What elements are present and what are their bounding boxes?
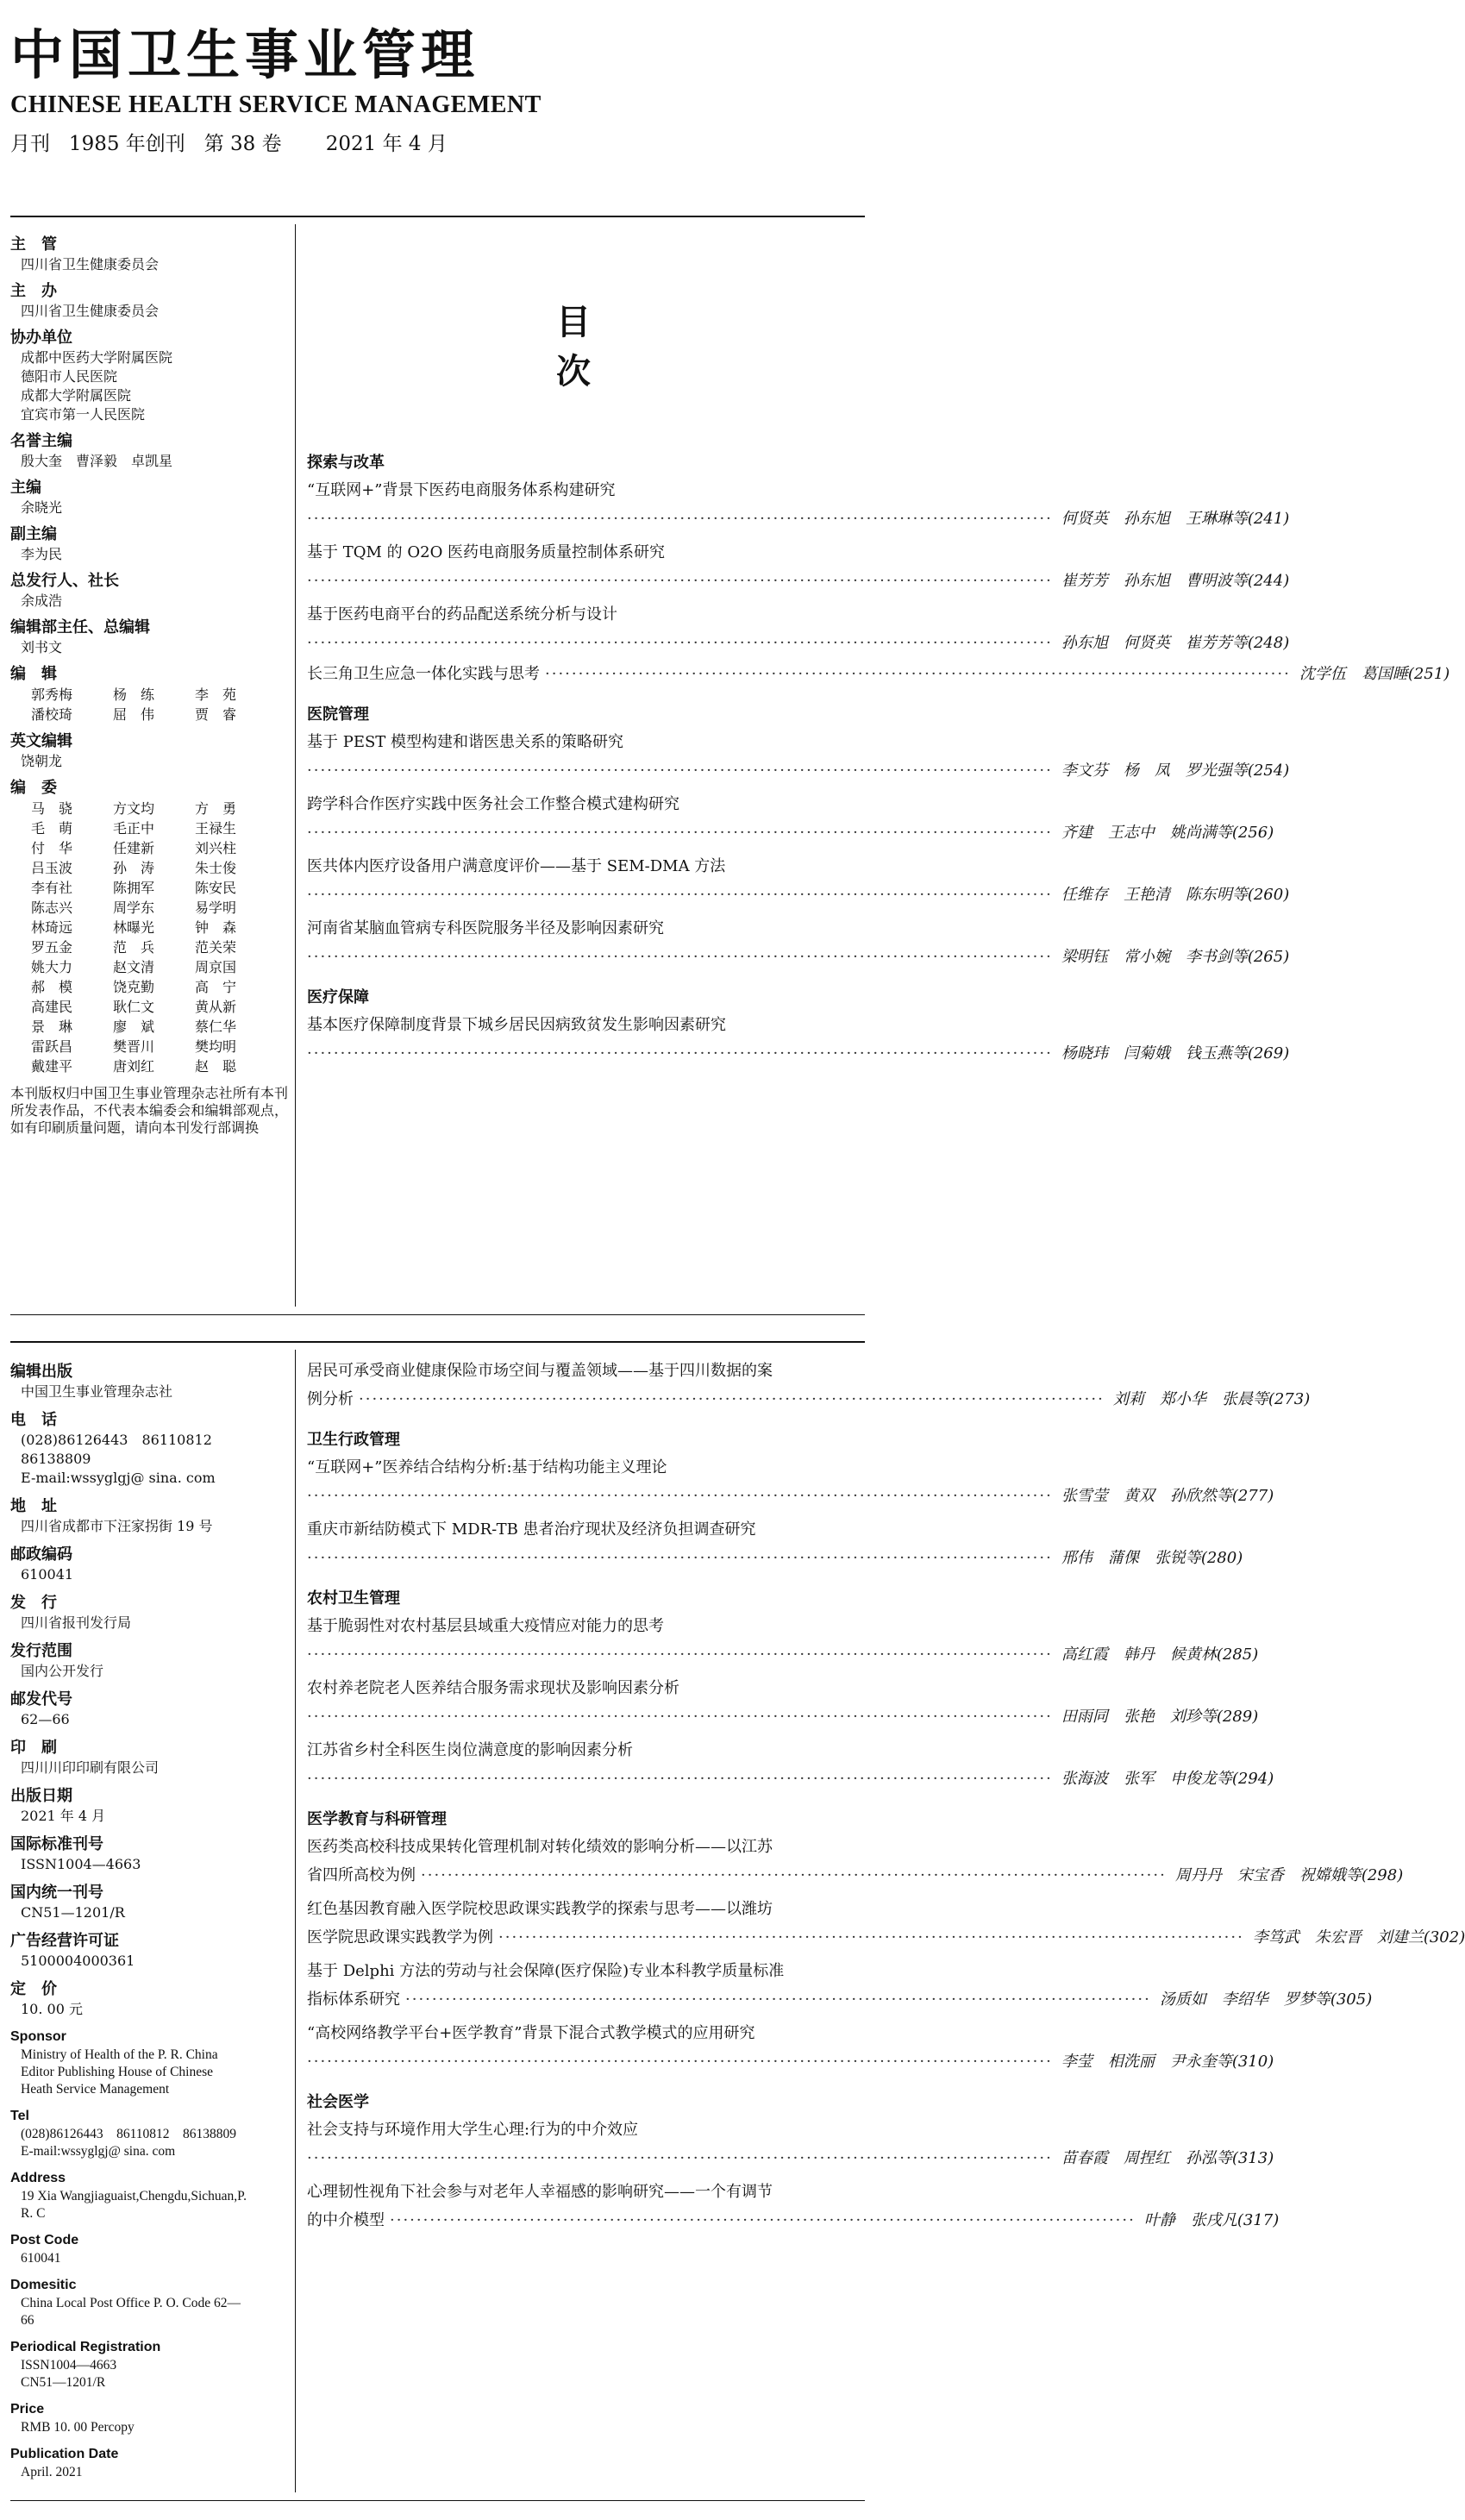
article-entry <box>307 566 1290 597</box>
publish-value: 10. 00 元 <box>21 2001 83 2017</box>
article-title: 社会支持与环境作用大学生心理:行为的中介效应 <box>307 2121 639 2139</box>
publish-value: 国内公开发行 <box>21 1663 104 1679</box>
committee-member: 陈志兴 <box>31 900 73 916</box>
leader-dots <box>545 659 1291 690</box>
publish-en-value: RMB 10. 00 Percopy <box>21 2420 135 2435</box>
publish-en-label: Publication Date <box>10 2447 119 2461</box>
toc-section-2 <box>0 1341 1465 2501</box>
editor-name: 潘校琦 <box>31 706 73 723</box>
journal-title: 中国卫生事业管理 <box>10 23 480 86</box>
article-title-continued: 医学院思政课实践教学为例 <box>307 1928 493 1946</box>
article-title: 基于 TQM 的 O2O 医药电商服务质量控制体系研究 <box>307 543 666 561</box>
publish-en-label: Sponsor <box>10 2029 66 2044</box>
publish-en-value: 66 <box>21 2313 34 2328</box>
publish-en-value: 19 Xia Wangjiaguaist,Chengdu,Sichuan,P. <box>21 2189 247 2203</box>
article-title-continued: 长三角卫生应急一体化实践与思考 <box>307 665 540 683</box>
publish-en-value: (028)86126443 86110812 86138809 <box>21 2127 236 2141</box>
publish-value: 四川省成都市下汪家拐街 19 号 <box>21 1518 213 1534</box>
journal-english-title: CHINESE HEALTH SERVICE MANAGEMENT <box>10 91 542 118</box>
article-authors-page: 齐建 王志中 姚尚满等(256) <box>1061 824 1274 842</box>
article-title-continued: 指标体系研究 <box>307 1990 400 2009</box>
article-title: 居民可承受商业健康保险市场空间与覆盖领域——基于四川数据的案 <box>307 1362 773 1380</box>
article-authors-page: 李文芬 杨 凤 罗光强等(254) <box>1061 762 1290 780</box>
masthead <box>10 24 864 156</box>
info-label: 主 管 <box>10 235 57 254</box>
article-authors-page: 孙东旭 何贤英 崔芳芳等(248) <box>1061 634 1290 652</box>
publish-value: 四川川印印刷有限公司 <box>21 1759 160 1776</box>
article-authors-page: 苗春霞 周捏红 孙泓等(313) <box>1061 2149 1274 2167</box>
publish-label: 广告经营许可证 <box>10 1932 119 1950</box>
toc-category: 社会医学 <box>307 2093 369 2111</box>
publish-value: 中国卫生事业管理杂志社 <box>21 1383 173 1400</box>
publish-en-value: CN51—1201/R <box>21 2375 106 2390</box>
leader-dots <box>307 1764 1053 1795</box>
committee-member: 高 宁 <box>195 979 237 995</box>
article-authors-page: 刘莉 郑小华 张晨等(273) <box>1112 1390 1311 1408</box>
publish-value: 2021 年 4 月 <box>21 1808 106 1824</box>
committee-member: 范关荣 <box>195 939 237 956</box>
publish-label: 定 价 <box>10 1980 57 1998</box>
publish-label: 国内统一刊号 <box>10 1884 103 1902</box>
article-entry <box>307 1984 1373 2015</box>
committee-member: 廖 斌 <box>113 1019 155 1035</box>
article-entry <box>307 1038 1290 1069</box>
committee-member: 景 琳 <box>31 1019 73 1035</box>
editor-name: 杨 练 <box>113 686 155 703</box>
committee-member: 高建民 <box>31 999 73 1015</box>
article-entry <box>307 880 1290 911</box>
publish-label: 发行范围 <box>10 1642 72 1660</box>
committee-member: 蔡仁华 <box>195 1019 237 1035</box>
committee-member: 雷跃昌 <box>31 1038 73 1055</box>
leader-dots <box>307 628 1053 659</box>
info-label: 名誉主编 <box>10 432 72 450</box>
article-title: 基于 Delphi 方法的劳动与社会保障(医疗保险)专业本科教学质量标准 <box>307 1962 785 1980</box>
editor-name: 李 苑 <box>195 686 237 703</box>
committee-member: 李有社 <box>31 880 73 896</box>
committee-member: 孙 涛 <box>113 860 155 876</box>
committee-member: 罗五金 <box>31 939 73 956</box>
article-authors-page: 邢伟 蒲倮 张锐等(280) <box>1061 1549 1243 1567</box>
leader-dots <box>307 942 1053 973</box>
article-title: 基于脆弱性对农村基层县域重大疫情应对能力的思考 <box>307 1617 664 1635</box>
publish-en-value: E-mail:wssyglgj@ sina. com <box>21 2144 176 2159</box>
article-authors-page: 张雪莹 黄双 孙欣然等(277) <box>1061 1487 1274 1505</box>
toc-category: 卫生行政管理 <box>307 1431 400 1449</box>
info-label: 编辑部主任、总编辑 <box>10 618 150 636</box>
committee-member: 易学明 <box>195 900 237 916</box>
article-title-continued: 的中介模型 <box>307 2211 385 2229</box>
article-authors-page: 崔芳芳 孙东旭 曹明波等(244) <box>1061 572 1290 590</box>
info-value: 余成浩 <box>21 592 63 609</box>
article-entry <box>307 1702 1259 1733</box>
publish-label: 邮政编码 <box>10 1545 72 1564</box>
article-authors-page: 周丹丹 宋宝香 祝嫦娥等(298) <box>1174 1866 1404 1884</box>
publish-value: 610041 <box>21 1566 74 1583</box>
toc-category: 农村卫生管理 <box>307 1589 400 1608</box>
article-entry <box>307 1860 1404 1891</box>
article-title: 江苏省乡村全科医生岗位满意度的影响因素分析 <box>307 1741 633 1759</box>
top-rule <box>10 216 865 217</box>
committee-member: 钟 森 <box>195 919 237 936</box>
publish-label: 地 址 <box>10 1497 57 1515</box>
article-title: 基于 PEST 模型构建和谐医患关系的策略研究 <box>307 733 624 751</box>
info-value: 四川省卫生健康委员会 <box>21 303 160 319</box>
toc-section-1 <box>0 216 1450 1315</box>
article-authors-page: 杨晓玮 闫菊娥 钱玉燕等(269) <box>1061 1044 1290 1063</box>
article-title: 农村养老院老人医养结合服务需求现状及影响因素分析 <box>307 1679 679 1697</box>
article-title-continued: 省四所高校为例 <box>307 1866 416 1884</box>
committee-member: 任建新 <box>113 840 155 856</box>
publish-en-value: 610041 <box>21 2251 61 2266</box>
publish-en-value: Heath Service Management <box>21 2082 170 2097</box>
article-authors-page: 何贤英 孙东旭 王琳琳等(241) <box>1061 510 1290 528</box>
committee-member: 陈拥军 <box>113 880 155 896</box>
publish-label: 电 话 <box>10 1411 57 1429</box>
committee-member: 范 兵 <box>113 939 155 956</box>
leader-dots <box>307 566 1053 597</box>
info-label: 总发行人、社长 <box>10 572 119 590</box>
editor-name: 贾 睿 <box>195 706 237 723</box>
publish-label: 国际标准刊号 <box>10 1835 103 1853</box>
committee-member: 赵文清 <box>113 959 155 975</box>
article-entry <box>307 659 1450 690</box>
article-authors-page: 汤质如 李绍华 罗梦等(305) <box>1159 1990 1373 2009</box>
publish-en-value: Editor Publishing House of Chinese <box>21 2065 214 2079</box>
column-divider <box>295 224 296 1307</box>
publish-label: 印 刷 <box>10 1739 57 1757</box>
article-entry <box>307 504 1290 535</box>
article-title: 红色基因教育融入医学院校思政课实践教学的探索与思考——以潍坊 <box>307 1900 773 1918</box>
bottom-rule <box>10 1314 865 1315</box>
committee-member: 林琦远 <box>31 919 73 936</box>
editors-label: 编 辑 <box>10 665 57 683</box>
leader-dots <box>421 1860 1167 1891</box>
committee-member: 周京国 <box>195 959 237 975</box>
info-value: 余晓光 <box>21 499 63 516</box>
leader-dots <box>307 1481 1053 1512</box>
committee-member: 毛正中 <box>113 820 155 837</box>
info-value: 成都中医药大学附属医院 <box>21 349 173 366</box>
info-value: 成都大学附属医院 <box>21 387 132 404</box>
publish-value: 62—66 <box>21 1711 70 1727</box>
committee-member: 林曝光 <box>113 919 155 936</box>
article-entry <box>307 755 1290 787</box>
article-authors-page: 叶静 张戌凡(317) <box>1143 2211 1280 2229</box>
publish-value: 5100004000361 <box>21 1953 135 1969</box>
committee-member: 付 华 <box>31 840 73 856</box>
article-entry <box>307 1384 1311 1415</box>
publish-en-label: Tel <box>10 2109 29 2123</box>
publish-en-value: ISSN1004—4663 <box>21 2358 117 2373</box>
article-authors-page: 梁明钰 常小婉 李书剑等(265) <box>1061 948 1290 966</box>
publish-value: (028)86126443 86110812 86138809 <box>21 1432 226 1467</box>
copyright-notice: 本刊版权归中国卫生事业管理杂志社所有本刊所发表作品，不代表本编委会和编辑部观点，如有印刷质量问题，请向本刊发行部调换 <box>10 1085 288 1136</box>
committee-member: 马 骁 <box>31 800 73 817</box>
publish-en-label: Periodical Registration <box>10 2340 161 2354</box>
publish-label: 编辑出版 <box>10 1363 72 1381</box>
english-editor-label: 英文编辑 <box>10 732 72 750</box>
leader-dots <box>307 504 1053 535</box>
committee-member: 黄从新 <box>195 999 237 1015</box>
committee-member: 戴建平 <box>31 1058 73 1075</box>
article-entry <box>307 2205 1280 2236</box>
leader-dots <box>307 2047 1053 2078</box>
article-title: 跨学科合作医疗实践中医务社会工作整合模式建构研究 <box>307 795 679 813</box>
article-entry <box>307 1481 1274 1512</box>
leader-dots <box>307 755 1053 787</box>
article-title: 基于医药电商平台的药品配送系统分析与设计 <box>307 605 617 624</box>
article-title-continued: 例分析 <box>307 1390 354 1408</box>
info-value: 殷大奎 曹泽毅 卓凯星 <box>21 453 173 469</box>
publish-value: ISSN1004—4663 <box>21 1856 141 1872</box>
committee-member: 毛 萌 <box>31 820 73 837</box>
editor-name: 郭秀梅 <box>31 686 73 703</box>
committee-member: 赵 聪 <box>195 1058 237 1075</box>
editor-name: 屈 伟 <box>113 706 155 723</box>
committee-member: 耿仁文 <box>113 999 155 1015</box>
committee-member: 饶克勤 <box>113 979 155 995</box>
bottom-rule <box>10 2500 865 2501</box>
committee-member: 方 勇 <box>195 800 237 817</box>
toc-column <box>307 228 1450 1069</box>
leader-dots <box>498 1922 1244 1953</box>
leader-dots <box>307 1702 1053 1733</box>
article-title: “互联网+”背景下医药电商服务体系构建研究 <box>307 481 616 499</box>
leader-dots <box>359 1384 1105 1415</box>
publishing-info-column <box>10 1353 288 2481</box>
article-authors-page: 沈学伍 葛国睡(251) <box>1299 665 1450 683</box>
top-rule <box>10 1341 865 1343</box>
publish-en-label: Price <box>10 2402 45 2417</box>
article-title: “高校网络教学平台+医学教育”背景下混合式教学模式的应用研究 <box>307 2024 755 2042</box>
info-label: 主 办 <box>10 282 57 300</box>
info-value: 刘书文 <box>21 639 63 655</box>
leader-dots <box>307 818 1053 849</box>
publish-value: E-mail:wssyglgj@ sina. com <box>21 1470 216 1486</box>
article-title: 重庆市新结防模式下 MDR-TB 患者治疗现状及经济负担调查研究 <box>307 1520 756 1539</box>
committee-label: 编 委 <box>10 779 57 797</box>
article-authors-page: 李莹 相洗丽 尹永奎等(310) <box>1061 2053 1274 2071</box>
publish-en-value: Ministry of Health of the P. R. China <box>21 2047 218 2062</box>
publish-en-label: Address <box>10 2171 66 2185</box>
committee-member: 方文均 <box>113 800 155 817</box>
publish-en-label: Domesitic <box>10 2278 77 2292</box>
article-authors-page: 任维存 王艳清 陈东明等(260) <box>1061 886 1290 904</box>
info-label: 主编 <box>10 479 41 497</box>
publish-value: CN51—1201/R <box>21 1904 125 1921</box>
leader-dots <box>307 1038 1053 1069</box>
info-label: 协办单位 <box>10 329 72 347</box>
publish-value: 四川省报刊发行局 <box>21 1614 132 1631</box>
column-divider <box>295 1350 296 2492</box>
publish-en-label: Post Code <box>10 2233 79 2247</box>
article-title: 基本医疗保障制度背景下城乡居民因病致贫发生影响因素研究 <box>307 1016 726 1034</box>
editors-grid <box>10 685 288 724</box>
article-authors-page: 田雨同 张艳 刘珍等(289) <box>1061 1708 1259 1726</box>
toc-column-continued <box>307 1353 1465 2236</box>
toc-category: 医学教育与科研管理 <box>307 1810 447 1828</box>
publish-en-value: R. C <box>21 2206 46 2221</box>
english-editor-name: 饶朝龙 <box>21 753 63 769</box>
article-entry <box>307 2143 1274 2174</box>
toc-heading: 目 次 <box>556 303 936 392</box>
committee-grid <box>10 799 288 1076</box>
article-entry <box>307 1764 1274 1795</box>
publish-label: 邮发代号 <box>10 1690 72 1708</box>
committee-member: 姚大力 <box>31 959 73 975</box>
article-authors-page: 高红霞 韩丹 候黄林(285) <box>1061 1646 1259 1664</box>
committee-member: 陈安民 <box>195 880 237 896</box>
leader-dots <box>307 1639 1053 1671</box>
committee-member: 郝 模 <box>31 979 73 995</box>
article-entry <box>307 942 1290 973</box>
publish-label: 发 行 <box>10 1594 57 1612</box>
leader-dots <box>405 1984 1151 2015</box>
article-entry <box>307 628 1290 659</box>
info-value: 德阳市人民医院 <box>21 368 118 385</box>
info-label: 副主编 <box>10 525 57 543</box>
article-authors-page: 张海波 张军 申俊龙等(294) <box>1061 1770 1274 1788</box>
committee-member: 樊均明 <box>195 1038 237 1055</box>
article-title: 心理韧性视角下社会参与对老年人幸福感的影响研究——一个有调节 <box>307 2183 773 2201</box>
toc-category: 医院管理 <box>307 705 369 724</box>
committee-member: 唐刘红 <box>113 1058 155 1075</box>
info-value: 四川省卫生健康委员会 <box>21 256 160 273</box>
leader-dots <box>307 880 1053 911</box>
committee-member: 王禄生 <box>195 820 237 837</box>
article-entry <box>307 1922 1465 1953</box>
leader-dots <box>307 2143 1053 2174</box>
article-title: “互联网+”医养结合结构分析:基于结构功能主义理论 <box>307 1458 667 1476</box>
committee-member: 吕玉波 <box>31 860 73 876</box>
committee-member: 朱士俊 <box>195 860 237 876</box>
publish-en-value: China Local Post Office P. O. Code 62— <box>21 2296 241 2310</box>
publish-en-value: April. 2021 <box>21 2465 83 2479</box>
article-authors-page: 李笃武 朱宏晋 刘建兰(302) <box>1252 1928 1465 1946</box>
committee-member: 樊晋川 <box>113 1038 155 1055</box>
committee-member: 周学东 <box>113 900 155 916</box>
article-title: 医药类高校科技成果转化管理机制对转化绩效的影响分析——以江苏 <box>307 1838 773 1856</box>
article-entry <box>307 1543 1243 1574</box>
article-title: 河南省某脑血管病专科医院服务半径及影响因素研究 <box>307 919 664 937</box>
toc-category: 医疗保障 <box>307 988 369 1006</box>
issue-line: 月刊 1985 年创刊 第 38 卷 2021 年 4 月 <box>10 133 448 155</box>
leader-dots <box>390 2205 1136 2236</box>
toc-category: 探索与改革 <box>307 454 385 472</box>
article-entry <box>307 1639 1259 1671</box>
leader-dots <box>307 1543 1053 1574</box>
article-entry <box>307 2047 1274 2078</box>
info-value: 李为民 <box>21 546 63 562</box>
info-value: 宜宾市第一人民医院 <box>21 406 146 423</box>
article-title: 医共体内医疗设备用户满意度评价——基于 SEM-DMA 方法 <box>307 857 726 875</box>
committee-member: 刘兴柱 <box>195 840 237 856</box>
publish-label: 出版日期 <box>10 1787 72 1805</box>
article-entry <box>307 818 1274 849</box>
masthead-info-column <box>10 228 288 1137</box>
